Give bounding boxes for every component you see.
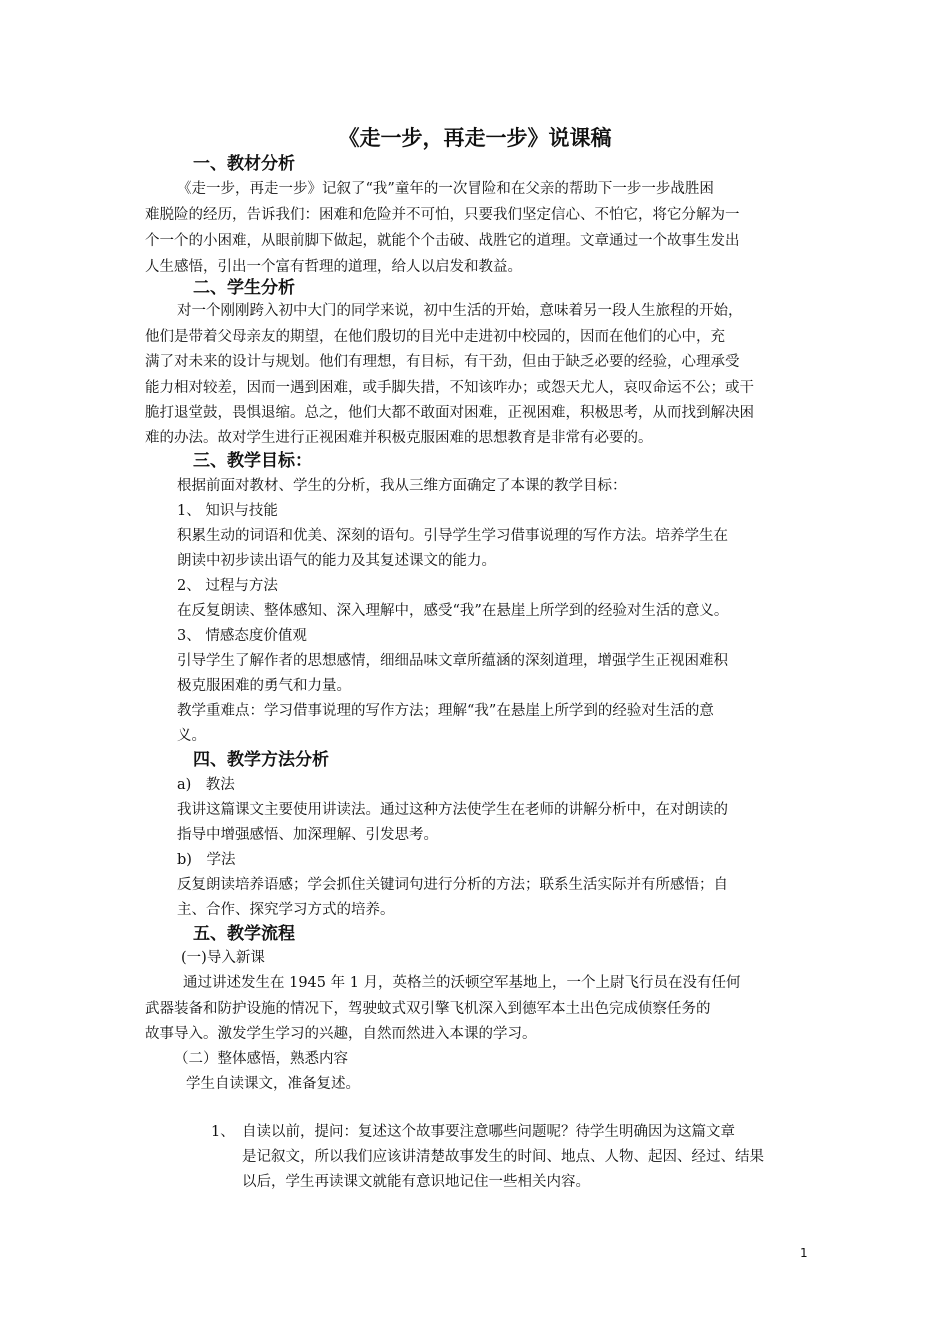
heading-teaching-goals: 三、教学目标： xyxy=(193,451,312,471)
heading-teaching-process: 五、教学流程 xyxy=(193,924,295,944)
paragraph-line: 义。 xyxy=(177,728,206,744)
subheading: a) 教法 xyxy=(177,777,235,793)
paragraph-line: 极克服困难的勇气和力量。 xyxy=(177,678,351,694)
heading-teaching-methods: 四、教学方法分析 xyxy=(193,750,329,770)
paragraph-line: 根据前面对教材、学生的分析，我从三维方面确定了本课的教学目标： xyxy=(177,478,627,494)
list-item-line: 是记叙文，所以我们应该讲清楚故事发生的时间、地点、人物、起因、经过、结果 xyxy=(242,1149,764,1165)
subheading: （二）整体感悟，熟悉内容 xyxy=(174,1051,348,1067)
subheading: b) 学法 xyxy=(177,852,236,868)
paragraph-line: 朗读中初步读出语气的能力及其复述课文的能力。 xyxy=(177,553,496,569)
paragraph-line: 满了对未来的设计与规划。他们有理想，有目标，有干劲，但由于缺乏必要的经验，心理承受 xyxy=(145,354,740,370)
paragraph-line: 能力相对较差，因而一遇到困难，或手脚失措，不知该咋办；或怨天尤人，哀叹命运不公；或干 xyxy=(145,380,754,396)
document-title: 《走一步，再走一步》说课稿 xyxy=(338,126,612,150)
paragraph-line: 主、合作、探究学习方式的培养。 xyxy=(177,902,395,918)
paragraph-line: 积累生动的词语和优美、深刻的语句。引导学生学习借事说理的写作方法。培养学生在 xyxy=(177,528,728,544)
page-number: 1 xyxy=(800,1246,808,1260)
list-item-number: 1、 xyxy=(211,1124,235,1140)
paragraph-line: 人生感悟，引出一个富有哲理的道理，给人以启发和教益。 xyxy=(145,259,522,275)
paragraph-line: 对一个刚刚跨入初中大门的同学来说，初中生活的开始，意味着另一段人生旅程的开始， xyxy=(177,303,743,319)
heading-textbook-analysis: 一、教材分析 xyxy=(193,154,295,174)
paragraph-line: 学生自读课文，准备复述。 xyxy=(186,1076,360,1092)
paragraph-line: 教学重难点：学习借事说理的写作方法；理解“我”在悬崖上所学到的经验对生活的意 xyxy=(177,703,714,719)
subheading: 2、 过程与方法 xyxy=(177,578,278,594)
paragraph-line: 难的办法。故对学生进行正视困难并积极克服困难的思想教育是非常有必要的。 xyxy=(145,430,653,446)
paragraph-line: 指导中增强感悟、加深理解、引发思考。 xyxy=(177,827,438,843)
subheading: 1、 知识与技能 xyxy=(177,503,278,519)
subheading: 3、 情感态度价值观 xyxy=(177,628,307,644)
paragraph-line: 他们是带着父母亲友的期望，在他们殷切的目光中走进初中校园的，因而在他们的心中，充 xyxy=(145,329,725,345)
paragraph-line: 武器装备和防护设施的情况下，驾驶蚊式双引擎飞机深入到德军本土出色完成侦察任务的 xyxy=(145,1001,711,1017)
paragraph-line: 我讲这篇课文主要使用讲读法。通过这种方法使学生在老师的讲解分析中，在对朗读的 xyxy=(177,802,728,818)
paragraph-line: 难脱险的经历，告诉我们：困难和危险并不可怕，只要我们坚定信心、不怕它，将它分解为一 xyxy=(145,207,740,223)
heading-student-analysis: 二、学生分析 xyxy=(193,278,295,298)
subheading: (一)导入新课 xyxy=(181,950,265,966)
paragraph-line: 引导学生了解作者的思想感情，细细品味文章所蕴涵的深刻道理，增强学生正视困难积 xyxy=(177,653,728,669)
list-item-line: 以后，学生再读课文就能有意识地记住一些相关内容。 xyxy=(242,1174,590,1190)
paragraph-line: 《走一步，再走一步》记叙了“我”童年的一次冒险和在父亲的帮助下一步一步战胜困 xyxy=(177,181,714,197)
paragraph-line: 个一个的小困难，从眼前脚下做起，就能个个击破、战胜它的道理。文章通过一个故事生发出 xyxy=(145,233,740,249)
list-item-line: 自读以前，提问：复述这个故事要注意哪些问题呢？待学生明确因为这篇文章 xyxy=(242,1124,735,1140)
paragraph-line: 通过讲述发生在 1945 年 1 月，英格兰的沃顿空军基地上，一个上尉飞行员在没有任何 xyxy=(183,975,741,991)
paragraph-line: 故事导入。激发学生学习的兴趣，自然而然进入本课的学习。 xyxy=(145,1026,537,1042)
paragraph-line: 脆打退堂鼓，畏惧退缩。总之，他们大都不敢面对困难，正视困难，积极思考，从而找到解决困 xyxy=(145,405,754,421)
paragraph-line: 反复朗读培养语感；学会抓住关键词句进行分析的方法；联系生活实际并有所感悟；自 xyxy=(177,877,728,893)
paragraph-line: 在反复朗读、整体感知、深入理解中，感受“我”在悬崖上所学到的经验对生活的意义。 xyxy=(177,603,729,619)
